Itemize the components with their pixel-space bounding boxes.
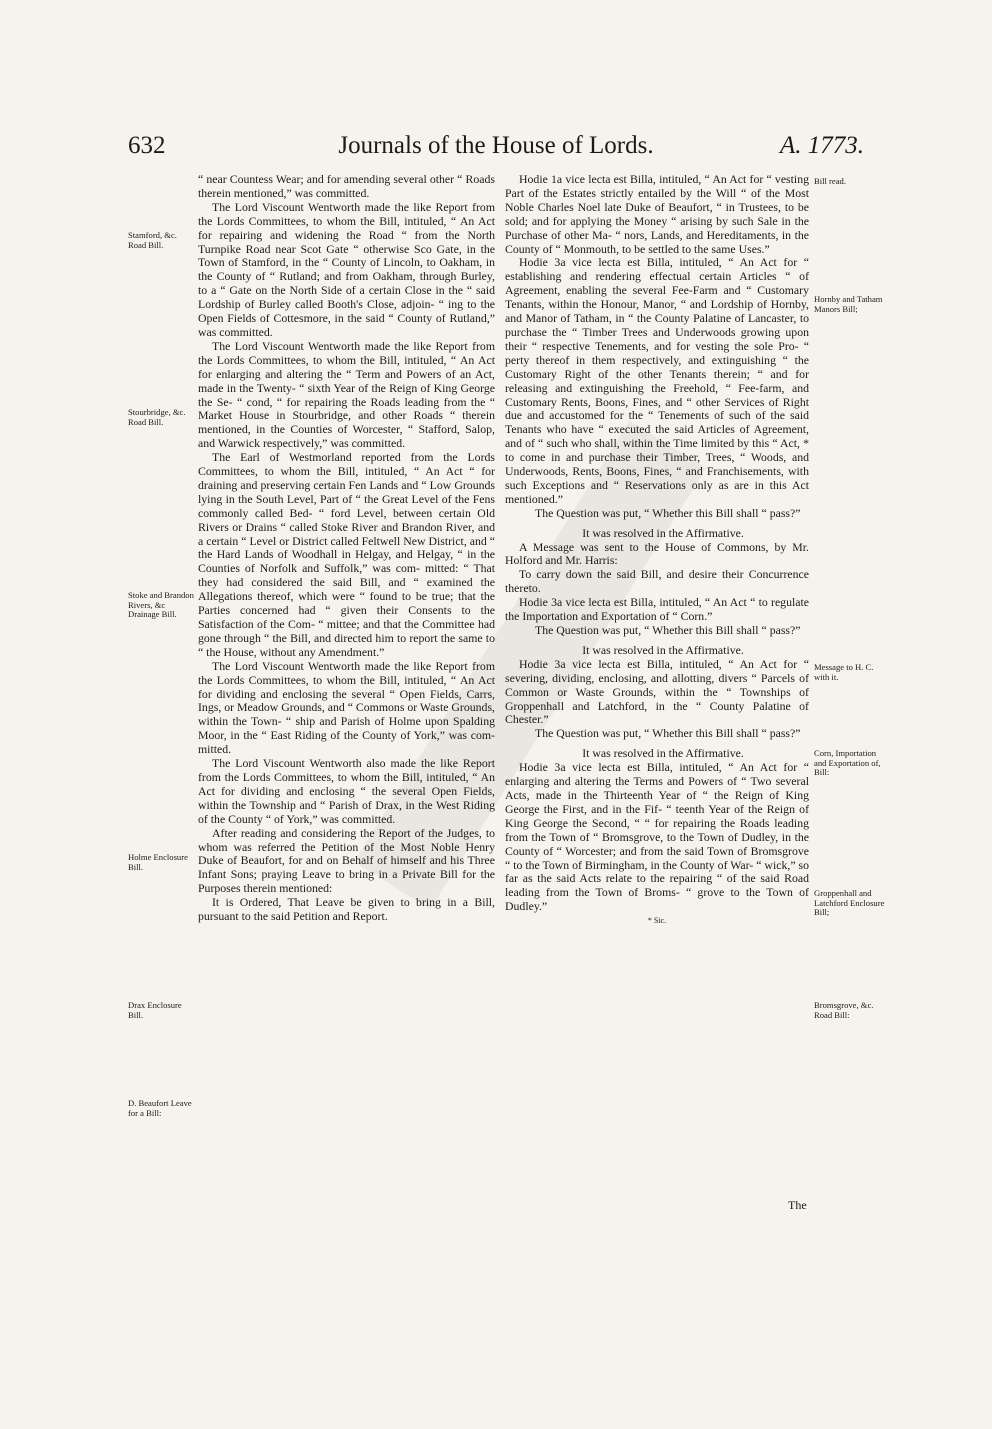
margin-note-corn: Corn, Importation and Exportation of, Bill: (814, 748, 881, 778)
paragraph: Hodie 3a vice lecta est Billa, intituled, “ An Act “ to regulate the Importation and Exportation of “ Corn.” (505, 595, 809, 624)
footnote: * Sic. (647, 916, 667, 926)
paragraph: To carry down the said Bill, and desire their Concurrence thereto. (505, 567, 809, 596)
margin-note-groppenhall: Groppenhall and Latchford Enclosure Bill; (814, 888, 885, 918)
right-column (505, 173, 809, 928)
paragraph: Hodie 3a vice lecta est Billa, intituled, “ An Act for “ enlarging and altering the Terms and Powers of “ Two several Acts, made in the Thirteenth Year of “ the Reign of King George the First, and in the Fif- “ teenth Year of the Reign of King George the Second, “ “ for repairing the Roads leading from the Town of “ Bromsgrove, to the Town of Dudley, in the County of “ Worcester; and from the said Town of Bromsgrove “ to the Town of Birmingham, in the County of War- “ wick,” so far as the said Acts relate to the repairing “ of the said Road leading from the Town of Broms- “ grove to the Town of Dudley.” (505, 760, 809, 914)
margin-note-drax: Drax Enclosure Bill. (128, 1000, 182, 1020)
question-line: The Question was put, “ Whether this Bill shall “ pass?” (535, 726, 801, 741)
paragraph: The Lord Viscount Wentworth also made the like Report from the Lords Committees, to whom the Bill, intituled, “ An Act for dividing and enclosing “ the several Open Fields, within the Township and “ Parish of Drax, in the West Riding of the County “ of York,” was committed. (198, 756, 495, 826)
page-number: 632 (128, 132, 166, 159)
resolution-line: It was resolved in the Affirmative. (582, 525, 744, 540)
margin-note-beaufort-estate: Bill read. (814, 176, 846, 186)
page-header (128, 132, 864, 170)
paragraph: The Lord Viscount Wentworth made the like Report from the Lords Committees, to whom the Bill, intituled, “ An Act for repairing and widening the Road “ from the North Turnpike Road near Scot Gate “ otherwise Sco Gate, in the Town of Stamford, in the “ County of Lincoln, to Oakham, in the County of “ Rutland; and from Oakham, through Burley, to a “ Gate on the North Side of a certain Close in the “ said Lordship of Burley called Booth's Close, adjoin- “ ing to the Open Fields of Cottesmore, in the said “ County of Rutland,” was committed. (198, 199, 495, 339)
margin-note-holme: Holme Enclosure Bill. (128, 852, 188, 872)
question-line: The Question was put, “ Whether this Bill shall “ pass?” (535, 505, 801, 520)
paragraph: Hodie 3a vice lecta est Billa, intituled, “ An Act for “ severing, dividing, enclosing, and allotting, divers “ Parcels of Common or Waste Grounds, within the “ Townships of Groppenhall and Latchford, in the “ County Palatine of Chester.” (505, 656, 809, 727)
margin-note-hornby: Hornby and Tatham Manors Bill; (814, 294, 883, 314)
margin-note-stoke: Stoke and Brandon Rivers, &c Drainage Bill. (128, 590, 194, 620)
margin-note-message: Message to H. C. with it. (814, 662, 874, 682)
catchword: The (788, 1198, 807, 1212)
resolution-line: It was resolved in the Affirmative. (582, 642, 744, 657)
running-title: Journals of the House of Lords. (338, 132, 654, 159)
running-year: A. 1773. (779, 132, 864, 159)
paragraph: The Lord Viscount Wentworth made the like Report from the Lords Committees, to whom the Bill, intituled, “ An Act for enlarging and altering the “ Term and Powers of an Act, made in the Twenty- “ sixth Year of the Reign of King George the Se- “ cond, “ for repairing the Roads leading from the “ Market House in Stourbridge, and other Roads “ therein mentioned, in the Counties of Worcester, “ Stafford, Salop, and Warwick respectively,” was committed. (198, 338, 495, 451)
question-line: The Question was put, “ Whether this Bill shall “ pass?” (535, 623, 801, 637)
paragraph: Hodie 1a vice lecta est Billa, intituled, “ An Act for “ vesting Part of the Estates strictly entailed by the Will “ of the Most Noble Charles Noel late Duke of Beaufort, “ in Trustees, to be sold; and for applying the Money “ arising by such Sale in the Purchase of other Ma- “ nors, Lands, and Hereditaments, in the County of “ Monmouth, to be settled to the same Uses.” (505, 172, 809, 256)
margin-note-beaufort: D. Beaufort Leave for a Bill: (128, 1098, 192, 1118)
margin-note-bromsgrove: Bromsgrove, &c. Road Bill: (814, 1000, 874, 1020)
resolution-line: It was resolved in the Affirmative. (582, 746, 744, 761)
paragraph: A Message was sent to the House of Commons, by Mr. Holford and Mr. Harris: (505, 539, 809, 568)
paragraph: After reading and considering the Report of the Judges, to whom was referred the Petition of the Most Noble Henry Duke of Beaufort, for and on Behalf of himself and his Three Infant Sons; praying Leave to bring in a Private Bill for the Purposes therein mentioned: (198, 825, 495, 896)
paragraph: Hodie 3a vice lecta est Billa, intituled, “ An Act for “ establishing and rendering effectual certain Articles “ of Agreement, enabling the several Fee-Farm and “ Customary Tenants, within the Honour, Manor, “ and Lordship of Hornby, and Manor of Tatham, in “ the County Palatine of Lancaster, to purchase the “ Timber Trees and Underwoods growing upon their “ respective Tenements, and for vesting the sole Pro- “ perty thereof in them respectively, and extinguishing “ the Customary Right of the other Tenants therein; “ and for releasing and extinguishing the Freehold, “ Fee-farm, and Customary Rents, Boons, Fines, and “ other Services of Right due and accustomed for the “ Tenements of such of the said Tenants who have “ executed the said Articles of Agreement, and of “ such who shall, within the Time limited by this “ Act, * to come in and purchase their Timber, Trees, “ Woods, and Underwoods, Rents, Boons, Fines, “ and Franchisements, with such Exceptions and “ Reservations only as are in this Act mentioned.” (505, 255, 809, 506)
paragraph: The Earl of Westmorland reported from the Lords Committees, to whom the Bill, intituled, “ An Act “ for draining and preserving certain Fen Lands and “ Low Grounds lying in the South Level, Part of “ the Great Level of the Fens commonly called Bed- “ ford Level, between certain Old Rivers or Drains “ called Stoke River and Brandon River, and a certain “ Level or District called Feltwell New District, and “ the Hard Lands of Woodhall in Helgay, and Helgay, “ in the Counties of Norfolk and Suffolk,” was com- mitted: “ That they had considered the said Bill, and “ examined the Allegations thereof, which were “ found to be true; that the Parties concerned had “ given their Consents to the Satisfaction of the Com- “ mittee; and that the Committee had gone through “ the Bill, and directed him to report the same to “ the House, without any Amendment.” (198, 450, 495, 659)
paragraph: “ near Countess Wear; and for amending several other “ Roads therein mentioned,” was committed. (198, 172, 495, 200)
paragraph: It is Ordered, That Leave be given to bring in a Bill, pursuant to the said Petition and Report. (198, 895, 495, 924)
margin-note-stamford: Stamford, &c. Road Bill. (128, 230, 177, 250)
left-column (198, 173, 495, 924)
margin-note-stourbridge: Stourbridge, &c. Road Bill. (128, 407, 186, 427)
paragraph: The Lord Viscount Wentworth made the like Report from the Lords Committees, to whom the Bill, intituled, “ An Act for dividing and enclosing the several “ Open Fields, Carrs, Ings, or Meadow Grounds, and “ Commons or Waste Grounds, within the Town- “ ship and Parish of Holme upon Spalding Moor, in the “ East Riding of the County of York,” was com- mitted. (198, 658, 495, 757)
